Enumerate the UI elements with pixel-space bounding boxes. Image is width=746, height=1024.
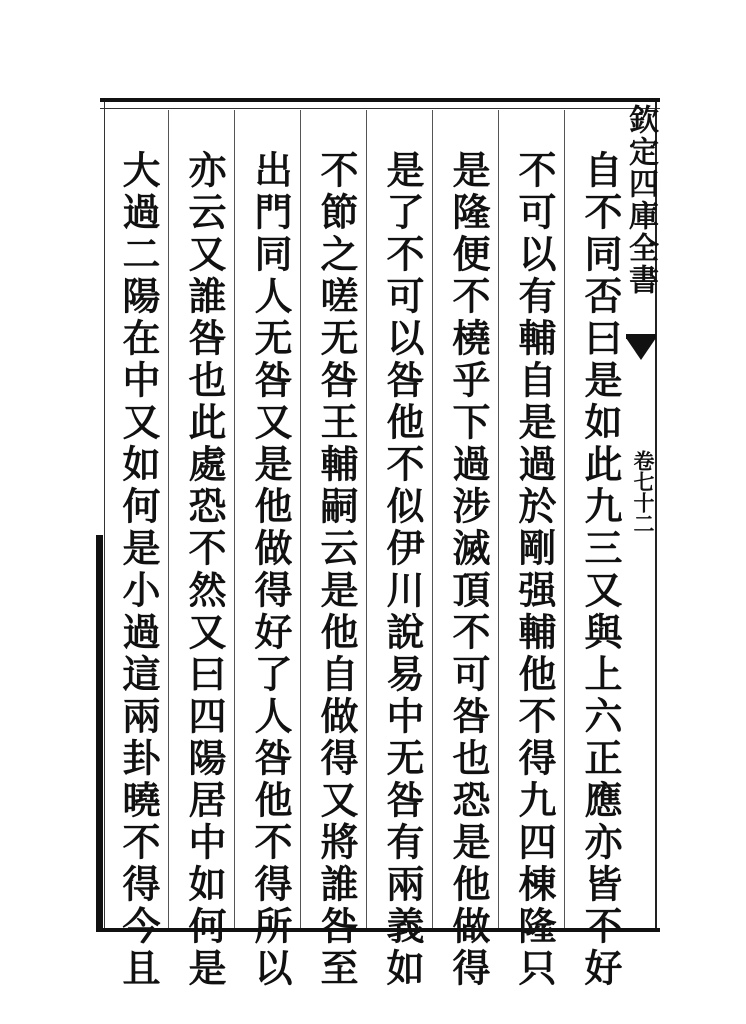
column-rule <box>366 110 367 928</box>
text-column-7: 亦云又誰咎也此處恐不然又曰四陽居中如何是 <box>182 150 227 990</box>
frame-top-inner-border <box>100 108 660 109</box>
column-rule <box>498 110 499 928</box>
text-column-2: 不可以有輔自是過於剛强輔他不得九四棟隆只 <box>512 150 557 990</box>
column-rule <box>234 110 235 928</box>
column-rule <box>432 110 433 928</box>
text-column-1: 自不同否曰是如此九三又與上六正應亦皆不好 <box>578 150 623 990</box>
margin-volume-label: 卷七十二 <box>631 450 656 534</box>
column-rule <box>300 110 301 928</box>
text-column-6: 出門同人无咎又是他做得好了人咎他不得所以 <box>248 150 293 990</box>
frame-left-inner-border <box>104 102 105 928</box>
margin-book-title: 欽定四庫全書 <box>623 104 658 296</box>
frame-left-border <box>96 535 103 930</box>
column-rule <box>564 110 565 928</box>
frame-top-border <box>100 98 660 102</box>
fishtail-mark-icon <box>626 338 656 360</box>
text-column-4: 是了不可以咎他不似伊川說易中无咎有兩義如 <box>380 150 425 990</box>
text-column-8: 大過二陽在中又如何是小過這兩卦曉不得今且 <box>116 150 161 990</box>
column-rule <box>168 110 169 928</box>
text-column-3: 是隆便不橈乎下過涉滅頂不可咎也恐是他做得 <box>446 150 491 990</box>
text-column-5: 不節之嗟无咎王輔嗣云是他自做得又將誰咎至 <box>314 150 359 990</box>
